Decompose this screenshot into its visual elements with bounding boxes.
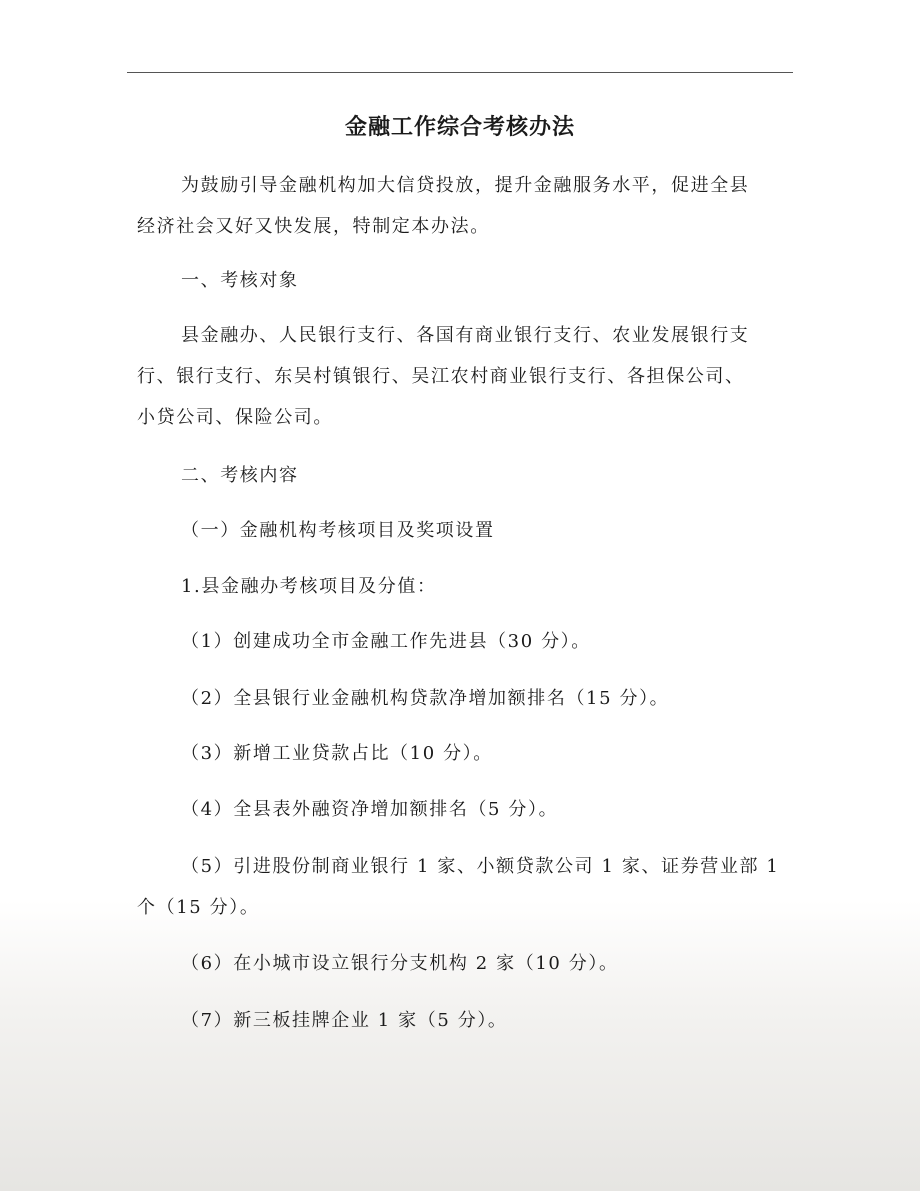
paragraph-line: 行、银行支行、东吴村镇银行、吴江农村商业银行支行、各担保公司、 (137, 366, 745, 387)
paragraph-line: （1）创建成功全市金融工作先进县（30 分）。 (181, 631, 591, 652)
section-heading-content (137, 455, 797, 496)
paragraph-line: 个（15 分）。 (137, 897, 260, 918)
list-item (137, 943, 797, 984)
paragraph-line: （5）引进股份制商业银行 1 家、小额贷款公司 1 家、证券营业部 1 (181, 856, 780, 877)
list-item (137, 1000, 797, 1041)
list-item (137, 621, 797, 662)
paragraph-line: （一）金融机构考核项目及奖项设置 (181, 520, 495, 541)
subsection-heading (137, 510, 797, 551)
paragraph-line: 一、考核对象 (181, 270, 299, 291)
list-item (137, 678, 797, 719)
paragraph-line: （2）全县银行业金融机构贷款净增加额排名（15 分）。 (181, 688, 670, 709)
list-item (137, 733, 797, 774)
header-rule (127, 72, 793, 73)
list-item (137, 789, 797, 830)
paragraph-line: 小贷公司、保险公司。 (137, 407, 333, 428)
paragraph-line: 为鼓励引导金融机构加大信贷投放，提升金融服务水平，促进全县 (181, 175, 750, 196)
paragraph-line: 1.县金融办考核项目及分值： (181, 576, 437, 597)
paragraph-line: 县金融办、人民银行支行、各国有商业银行支行、农业发展银行支 (181, 325, 750, 346)
document-title: 金融工作综合考核办法 (344, 114, 575, 140)
paragraph-line: （4）全县表外融资净增加额排名（5 分）。 (181, 799, 559, 820)
paragraph-line: 二、考核内容 (181, 465, 299, 486)
paragraph-line: （6）在小城市设立银行分支机构 2 家（10 分）。 (181, 953, 619, 974)
paragraph-line: （7）新三板挂牌企业 1 家（5 分）。 (181, 1010, 508, 1031)
list-item (137, 846, 797, 928)
paragraph-line: （3）新增工业贷款占比（10 分）。 (181, 743, 493, 764)
paragraph-line: 经济社会又好又快发展，特制定本办法。 (137, 216, 490, 237)
paragraph-targets (137, 315, 797, 438)
section-heading-target (137, 260, 797, 301)
item-heading (137, 566, 797, 607)
paragraph-intro (137, 165, 797, 247)
